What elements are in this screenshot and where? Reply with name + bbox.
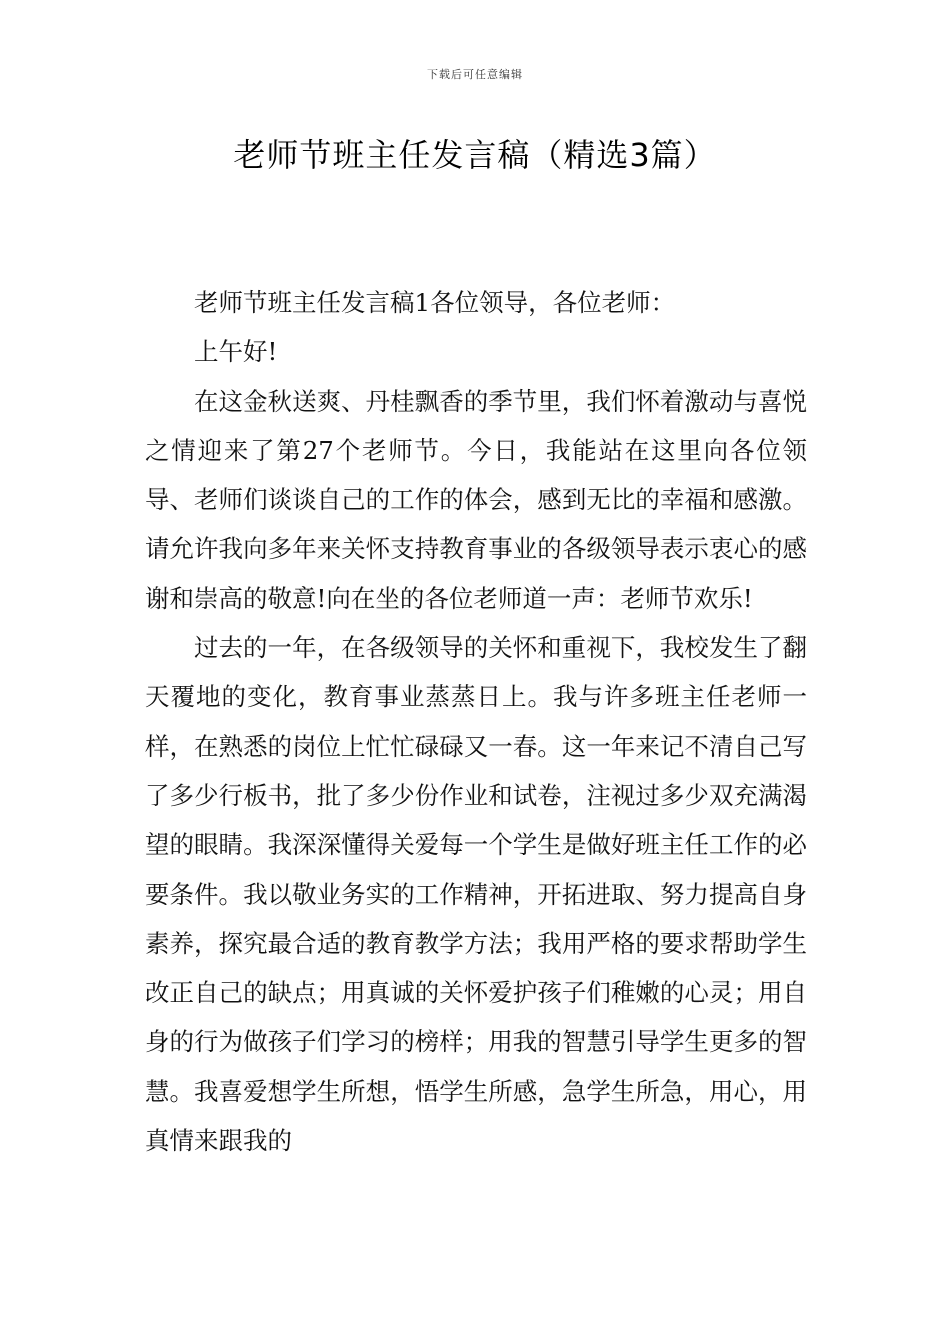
paragraph-intro: 在这金秋送爽、丹桂飘香的季节里，我们怀着激动与喜悦之情迎来了第27个老师节。今日，我能站在这里向各位领导、老师们谈谈自己的工作的体会，感到无比的幸福和感激。请允许我向多年来关怀支持教育事业的各级领导表示衷心的感谢和崇高的敬意!向在坐的各位老师道一声：老师节欢乐! bbox=[145, 386, 807, 613]
paragraph-review: 过去的一年，在各级领导的关怀和重视下，我校发生了翻天覆地的变化，教育事业蒸蒸日上。我与许多班主任老师一样，在熟悉的岗位上忙忙碌碌又一春。这一年来记不清自己写了多少行板书，批了多少份作业和试卷，注视过多少双充满渴望的眼睛。我深深懂得关爱每一个学生是做好班主任工作的必要条件。我以敬业务实的工作精神，开拓进取、努力提高自身素养，探究最合适的教育教学方法；我用严格的要求帮助学生改正自己的缺点；用真诚的关怀爱护孩子们稚嫩的心灵；用自身的行为做孩子们学习的榜样；用我的智慧引导学生更多的智慧。我喜爱想学生所想，悟学生所感，急学生所急，用心，用真情来跟我的 bbox=[145, 633, 807, 1156]
paragraph-greeting: 老师节班主任发言稿1各位领导，各位老师： bbox=[194, 288, 676, 317]
paragraph-hello: 上午好! bbox=[194, 337, 278, 367]
page-title: 老师节班主任发言稿（精选3篇） bbox=[233, 136, 717, 174]
header-note: 下载后可任意编辑 bbox=[427, 68, 523, 81]
document-body bbox=[145, 278, 807, 1165]
